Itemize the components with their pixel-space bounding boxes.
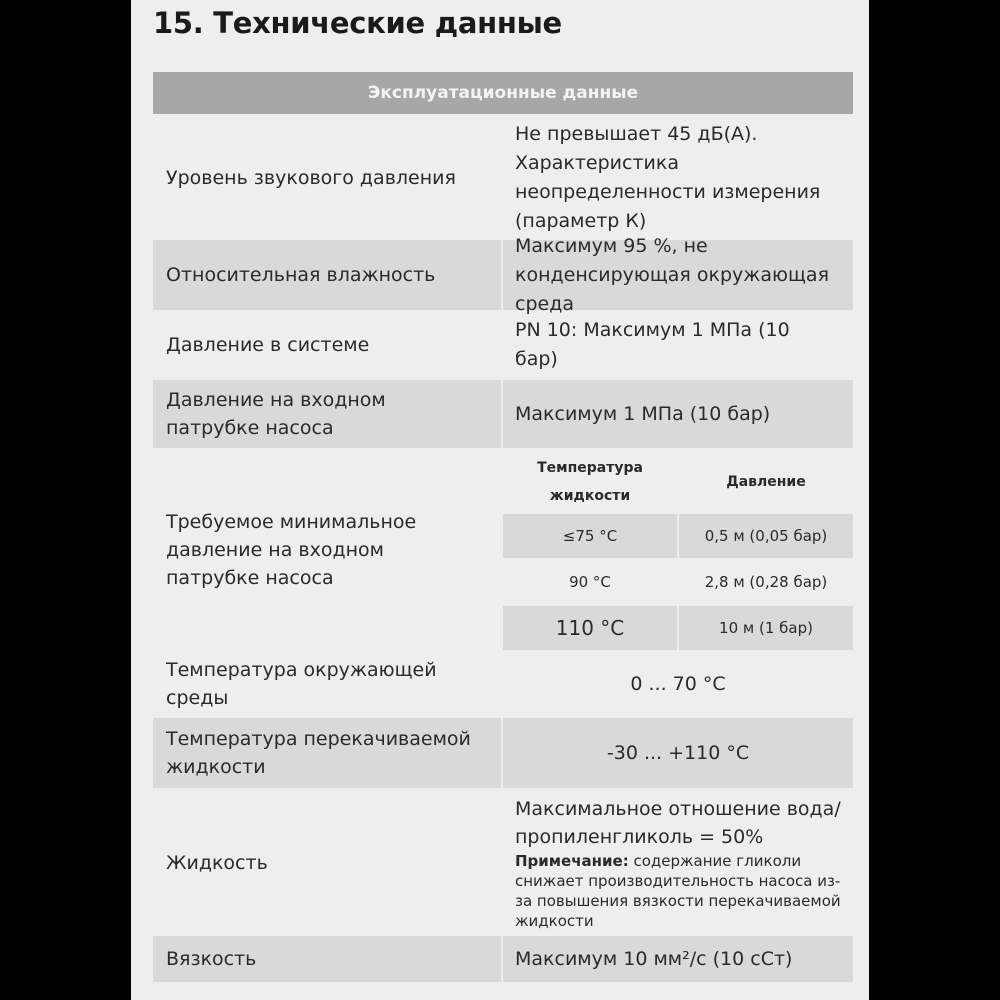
row-value: Максимум 1 МПа (10 бар) — [503, 380, 853, 448]
table-row-viscosity — [153, 936, 853, 982]
table-row-liquid-temperature — [153, 718, 853, 788]
subtable-header-pressure: Давление — [726, 474, 806, 490]
row-value-block — [503, 792, 853, 934]
subtable-temperature: 110 °C — [503, 606, 677, 650]
row-value: Максимальное отношение вода/пропиленгликоль = 50% — [515, 798, 841, 848]
row-label: Требуемое минимальное давление на входном патрубке насоса — [166, 511, 417, 589]
subtable-pressure: 10 м (1 бар) — [679, 606, 853, 650]
row-label: Уровень звукового давления — [166, 167, 456, 189]
row-label: Относительная влажность — [153, 240, 501, 310]
row-value: PN 10: Максимум 1 МПа (10 бар) — [515, 319, 790, 370]
note-label: Примечание: — [515, 852, 629, 870]
row-value: -30 ... +110 °C — [503, 718, 853, 788]
subtable-temperature: ≤75 °C — [503, 514, 677, 558]
row-label: Давление на входном патрубке насоса — [153, 380, 501, 448]
table-row-ambient-temperature — [153, 652, 853, 716]
row-label: Температура окружающей среды — [166, 659, 437, 709]
subtable-pressure: 2,8 м (0,28 бар) — [704, 573, 828, 591]
table-row-humidity — [153, 234, 853, 315]
row-value: Не превышает 45 дБ(А). Характеристика неопределенности измерения (параметр К) — [515, 123, 821, 232]
row-note — [515, 851, 843, 931]
row-value: Максимум 95 %, не конденсирующая окружающая среда — [503, 240, 853, 310]
subtable-temperature: 90 °C — [569, 573, 611, 591]
note-text: содержание гликоли снижает производительность насоса из-за повышения вязкости перекачиваемой жидкости — [515, 852, 841, 930]
row-label: Жидкость — [166, 852, 268, 874]
row-label: Температура перекачиваемой жидкости — [153, 718, 501, 788]
subtable-header — [503, 452, 853, 512]
subtable-row — [503, 560, 853, 604]
table-row-liquid — [153, 792, 853, 934]
subtable-pressure: 0,5 м (0,05 бар) — [679, 514, 853, 558]
table-row-inlet-pressure — [153, 380, 853, 448]
row-value: 0 ... 70 °C — [630, 672, 726, 695]
document-page — [131, 0, 869, 1000]
section-title: 15. Технические данные — [153, 6, 562, 40]
subtable-header-temperature: Температура жидкости — [537, 460, 643, 504]
row-label: Давление в системе — [166, 334, 370, 356]
subtable-row — [503, 606, 853, 650]
table-row-sound-pressure — [153, 116, 853, 240]
table-header: Эксплуатационные данные — [153, 72, 853, 114]
subtable-row — [503, 514, 853, 558]
table-row-system-pressure — [153, 312, 853, 378]
row-label: Вязкость — [153, 936, 501, 982]
row-value: Максимум 10 мм²/с (10 сСт) — [503, 936, 853, 982]
